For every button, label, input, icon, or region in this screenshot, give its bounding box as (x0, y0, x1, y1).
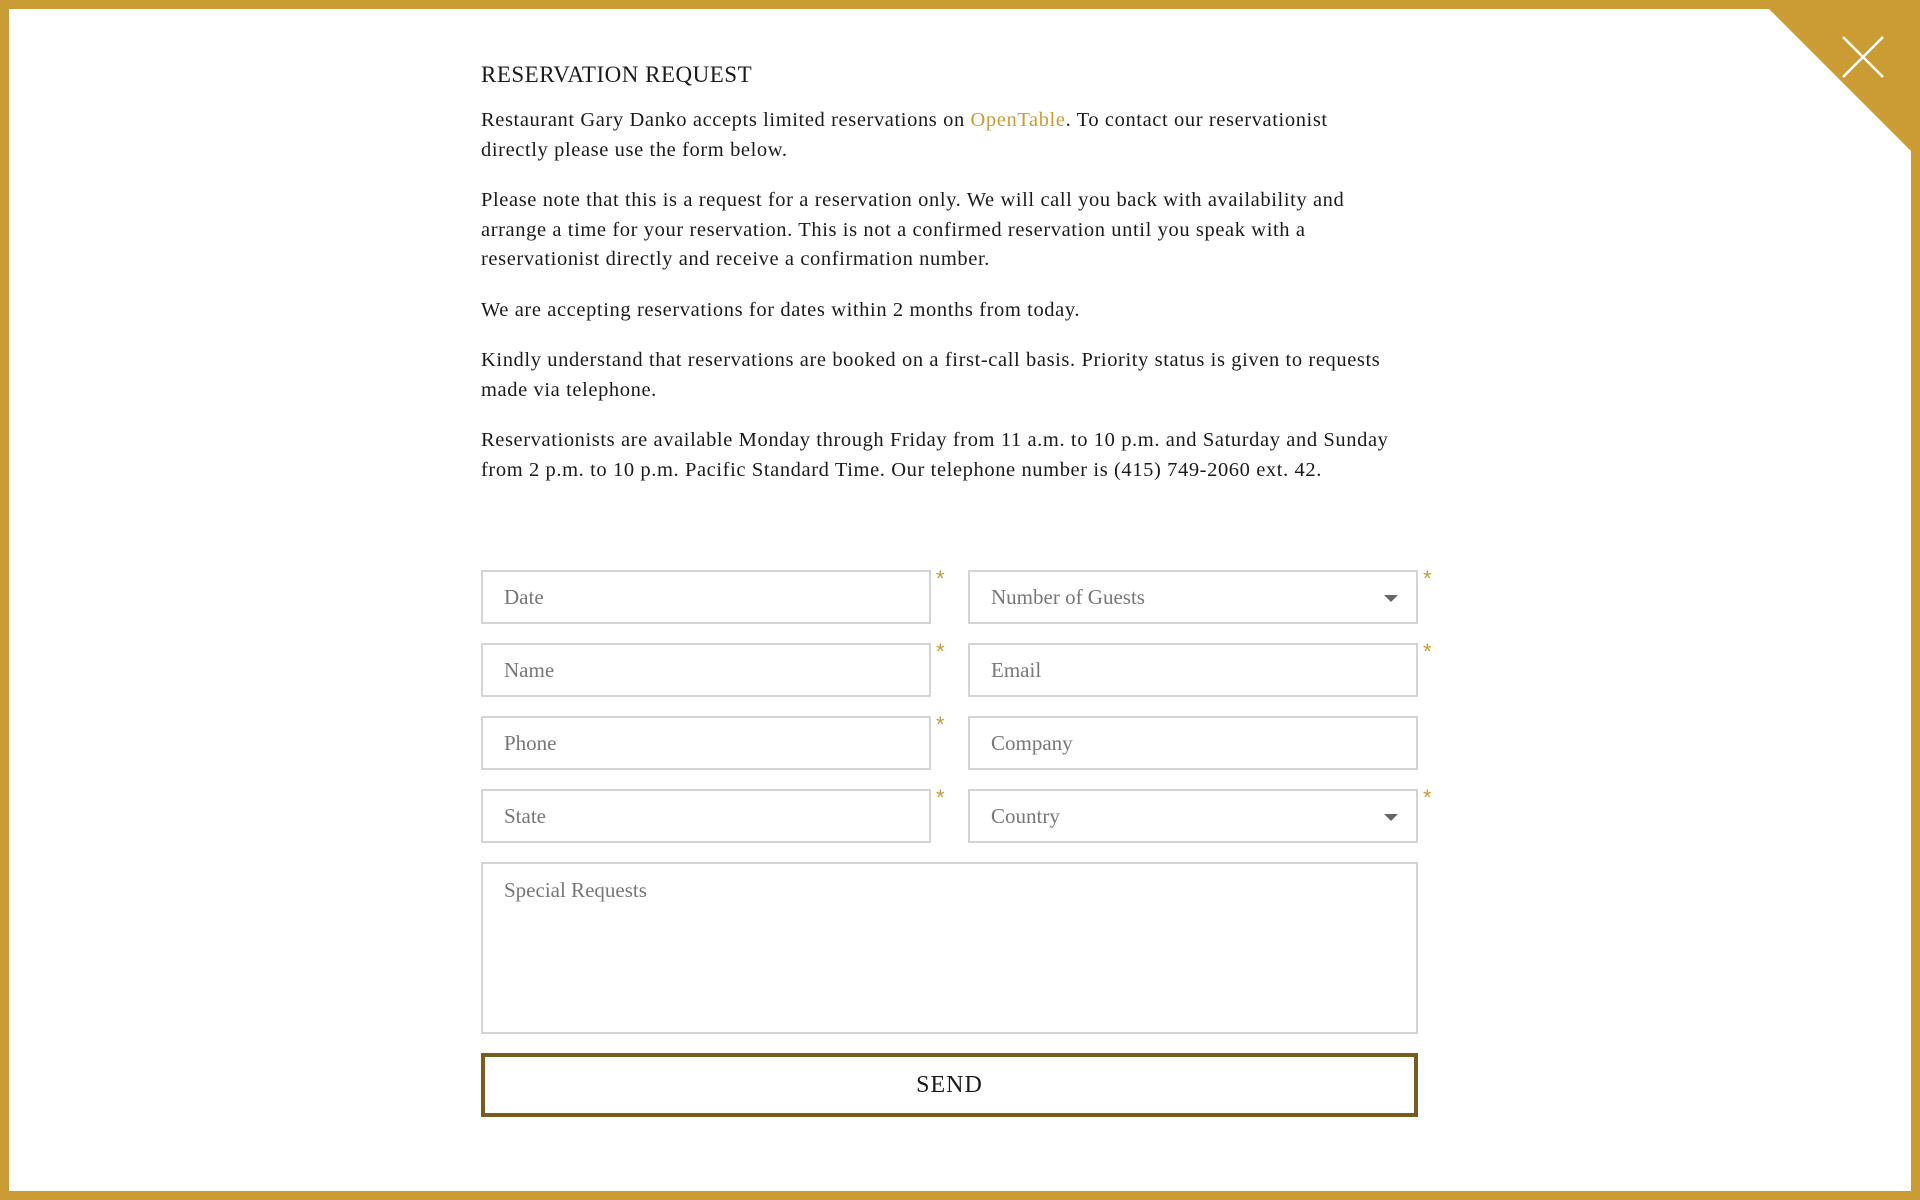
country-select[interactable] (968, 789, 1418, 843)
name-input[interactable] (481, 643, 931, 697)
required-mark: * (936, 639, 945, 664)
required-mark: * (936, 566, 945, 591)
date-range-paragraph: We are accepting reservations for dates within 2 months from today. (481, 298, 1081, 321)
form-row-4 (481, 785, 1432, 843)
form-row-1 (481, 566, 1432, 624)
close-icon (1835, 29, 1891, 85)
reservation-form (481, 566, 1432, 1117)
intro-paragraph (481, 106, 1391, 165)
priority-paragraph: Kindly understand that reservations are booked on a first-call basis. Priority status is given to requests made via telephone. (481, 349, 1381, 401)
note-paragraph: Please note that this is a request for a reservation only. We will call you back with availability and arrange a time for your reservation. This is not a confirmed reservation until you speak with a reservationist directly and receive a confirmation number. (481, 189, 1345, 270)
special-requests-textarea[interactable] (481, 862, 1418, 1034)
send-button[interactable]: SEND (481, 1053, 1418, 1117)
required-mark: * (1423, 566, 1432, 591)
required-mark: * (936, 712, 945, 737)
close-button[interactable] (1835, 29, 1891, 85)
intro-text-before: Restaurant Gary Danko accepts limited reservations on (481, 109, 971, 131)
hours-paragraph: Reservationists are available Monday through Friday from 11 a.m. to 10 p.m. and Saturday and Sunday from 2 p.m. to 10 p.m. Pacific Standard Time. Our telephone number is (415) 749-2060 ext. 42. (481, 429, 1389, 481)
required-mark: * (1423, 639, 1432, 664)
modal-title: RESERVATION REQUEST (481, 62, 753, 87)
state-input[interactable] (481, 789, 931, 843)
modal-content (481, 62, 1417, 506)
form-row-3 (481, 712, 1417, 770)
intro-text-after: . To contact our reservationist directly please use the form below. (481, 109, 1328, 161)
form-row-2 (481, 639, 1432, 697)
required-mark: * (936, 785, 945, 810)
country-select-label: Country (991, 803, 1060, 828)
date-input[interactable] (481, 570, 931, 624)
guests-select[interactable] (968, 570, 1418, 624)
email-input[interactable] (968, 643, 1418, 697)
required-mark: * (1423, 785, 1432, 810)
phone-input[interactable] (481, 716, 931, 770)
company-input[interactable] (968, 716, 1418, 770)
opentable-link[interactable]: OpenTable (970, 109, 1066, 131)
chevron-down-icon (1384, 814, 1398, 821)
guests-select-label: Number of Guests (991, 584, 1145, 609)
chevron-down-icon (1384, 595, 1398, 602)
